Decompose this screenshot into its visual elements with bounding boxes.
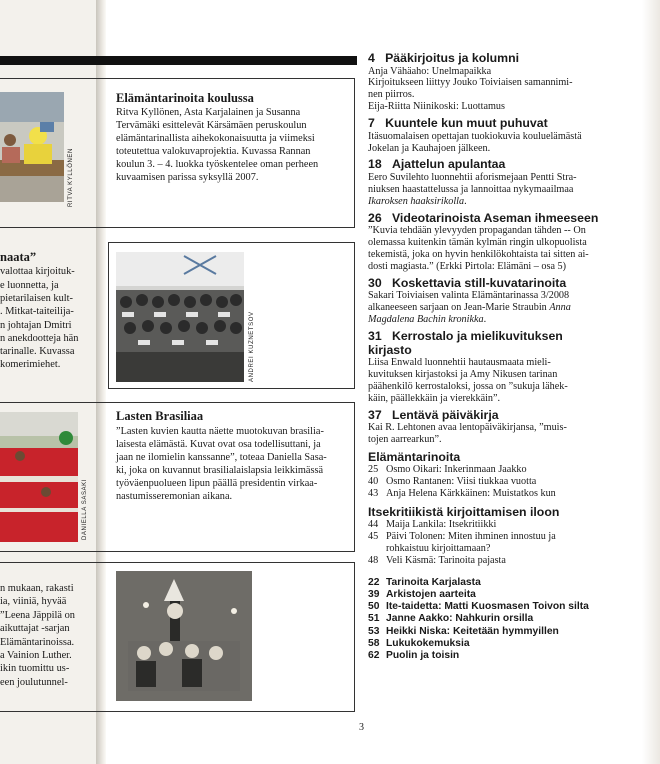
- facing-page-text-line: Elämäntarinoissa.: [0, 636, 75, 648]
- toc-entry-text: Tarinoita Karjalasta: [386, 576, 481, 588]
- bold-contents-list: [368, 577, 604, 663]
- toc-bold-entry[interactable]: [368, 613, 604, 625]
- toc-section-title: Lentävä päiväkirja: [391, 407, 499, 422]
- toc-section-title: Videotarinoista Aseman ihmeeseen: [391, 210, 599, 225]
- brasilia-photo-image: [0, 412, 78, 542]
- facing-page-text-line: aikuttajat -sarjan: [0, 623, 70, 635]
- facing-page-text-line: pietarilaisen kult-: [0, 292, 73, 304]
- toc-section-heading: [368, 117, 604, 131]
- toc-section[interactable]: [368, 330, 604, 405]
- toc-page-number: 25: [368, 463, 379, 475]
- toc-entry[interactable]: [368, 464, 604, 476]
- toc-section-summary: ”Kuvia tehdään ylevyyden propagandan tähden -- On olemassa kuitenkin tämän kylmän ringin ulkopuolista tekemistä, joka on hyvin henkilökohtaista tai sitten ai- dosti magiasta.” (Erkki Pirtola: Elämäni – osa 5): [368, 225, 589, 272]
- toc-section-title: Koskettavia still-kuvatarinoita: [391, 275, 567, 290]
- photo-credit-kuznetsov: ANDREI KUZNETSOV: [249, 311, 255, 382]
- facing-page-text-line: e luonnetta, ja: [0, 279, 59, 291]
- toc-bold-entry[interactable]: [368, 601, 604, 613]
- toc-entry-text: Lukukokemuksia: [386, 638, 470, 649]
- toc-section-summary: Liisa Enwald luonnehtii hautausmaata mieli- kuvituksen kirjastoksi ja Amy Nikusen tarinan päähenkilö kerrostaloksi, jossa on ”sukuja lähek- käin, päällekkäin ja vierekkäin”.: [368, 357, 568, 404]
- toc-bold-entry[interactable]: [368, 589, 604, 601]
- toc-section-heading: [368, 409, 604, 423]
- toc-page-number: 4: [368, 51, 375, 65]
- toc-section-list: [368, 52, 604, 446]
- toc-page-number: 26: [368, 210, 382, 225]
- toc-entry-text: Osmo Rantanen: Viisi tiukkaa vuotta: [386, 475, 537, 487]
- toc-entry[interactable]: [368, 488, 604, 500]
- toc-page-number: 44: [368, 519, 379, 531]
- toc-page-number: 51: [368, 613, 380, 625]
- toc-section-summary: Eero Suvilehto luonnehtii aforismejaan Pentti Stra- niuksen haastattelussa ja lannoittaa nykymaailmaa Ikaroksen haaksirikolla.: [368, 171, 577, 207]
- article-body-brasilia: [116, 425, 345, 504]
- article-body-line: koulun 3. – 4. luokka työskentelee oman perheen: [116, 159, 319, 171]
- toc-entry-text: Janne Aakko: Nahkurin orsilla: [386, 613, 534, 625]
- toc-section[interactable]: [368, 158, 604, 207]
- facing-page-text-line: een joulutunnel-: [0, 676, 68, 688]
- toc-bold-entry[interactable]: [368, 638, 604, 650]
- toc-section[interactable]: [368, 409, 604, 446]
- brasilia-photo: [0, 412, 78, 542]
- choir-photo: [116, 252, 244, 382]
- toc-section-summary: Kai R. Lehtonen avaa lentopäiväkirjansa, ”muis- tojen aarrearkun”.: [368, 422, 567, 446]
- toc-page-number: 53: [368, 625, 380, 637]
- facing-page-text-line: komerimiehet.: [0, 359, 61, 371]
- toc-page-number: 40: [368, 475, 379, 487]
- toc-section-title: Kerrostalo ja mielikuvituksen kirjasto: [368, 329, 563, 357]
- toc-page-number: 31: [368, 329, 382, 343]
- toc-entry[interactable]: [368, 531, 604, 555]
- article-body-line: laisesta elämästä. Kuvat ovat osa todellisuttani, ja: [116, 439, 321, 451]
- toc-section[interactable]: [368, 52, 604, 113]
- toc-entry[interactable]: [368, 476, 604, 488]
- toc-entry-text: Arkistojen aarteita: [386, 588, 476, 600]
- toc-section-heading: [368, 330, 604, 357]
- article-title-koulussa: Elämäntarinoita koulussa: [116, 91, 254, 105]
- page-number: 3: [359, 722, 364, 733]
- toc-entry[interactable]: [368, 519, 604, 531]
- toc-page-number: 37: [368, 407, 382, 422]
- facing-page-text-line: n anekdootteja hän: [0, 332, 79, 344]
- article-body-line: Tervämäki esittelevät Kärsämäen peruskoulun: [116, 120, 307, 132]
- facing-page-text-line: ikin tuomittu us-: [0, 663, 70, 675]
- toc-section-summary: Sakari Toiviaisen valinta Elämäntarinassa 3/2008 alkaneeseen sarjaan on Jean-Marie Straubin Anna Magdalena Bachin kronikka.: [368, 290, 571, 326]
- facing-page-text-line: n johtajan Dmitri: [0, 319, 72, 331]
- page-edge: [642, 0, 660, 764]
- article-body-line: jaan ne ilomielin kanssanne”, toteaa Daniella Sasa-: [116, 452, 327, 464]
- toc-page-number: 39: [368, 588, 380, 600]
- article-body-line: elämäntarinallista aihekokonaisuutta ja viimeksi: [116, 133, 315, 145]
- facing-page-text-line: n mukaan, rakasti: [0, 583, 74, 594]
- facing-page-text-line: a Vainion Luther.: [0, 650, 72, 661]
- toc-page-number: 18: [368, 157, 382, 172]
- toc-page-number: 62: [368, 650, 380, 662]
- group-heading-itsekritiikki: Itsekritiikistä kirjoittamisen iloon: [368, 505, 560, 520]
- toc-section-heading: [368, 158, 604, 172]
- header-bar: [0, 56, 357, 65]
- toc-entry-text: Heikki Niska: Keitetään hymmyillen: [386, 625, 559, 637]
- toc-page-number: 45: [368, 531, 379, 543]
- article-body-line: nastumisseremonian aikana.: [116, 491, 233, 503]
- toc-page-number: 22: [368, 576, 380, 588]
- group-heading-elamantarinoita: Elämäntarinoita: [368, 449, 461, 464]
- toc-section-title: Ajattelun apulantaa: [391, 157, 506, 172]
- toc-page-number: 58: [368, 638, 380, 649]
- article-title-brasilia: Lasten Brasiliaa: [116, 409, 204, 423]
- luther-illustration: [116, 571, 252, 701]
- group-list-itsekritiikki: [368, 519, 604, 566]
- classroom-photo: [0, 92, 64, 202]
- toc-page-number: 7: [368, 116, 375, 131]
- toc-section-title: Kuuntele kun muut puhuvat: [385, 116, 548, 131]
- toc-page-number: 48: [368, 554, 379, 566]
- toc-section-heading: [368, 212, 604, 226]
- toc-page-number: 30: [368, 275, 382, 290]
- facing-page-text-line: tarinalle. Kuvassa: [0, 346, 75, 358]
- article-body-line: ”Lasten kuvien kautta näette muotokuvan brasilia-: [116, 426, 324, 437]
- group-list-elamantarinoita: [368, 464, 604, 499]
- toc-entry-text: Osmo Oikari: Inkerinmaan Jaakko: [386, 463, 527, 475]
- article-body-line: työväenpuolueen lipun päällä presidentin virkaa-: [116, 478, 318, 490]
- toc-section[interactable]: [368, 277, 604, 326]
- toc-section-summary: Anja Vähäaho: Unelmapaikka Kirjoitukseen liittyy Jouko Toiviaisen samannimi- nen piirros. Eija-Riitta Niinikoski: Luottamus: [368, 65, 573, 113]
- toc-entry[interactable]: [368, 555, 604, 567]
- article-body-line: kuvaamisen parissa syksyllä 2007.: [116, 172, 259, 184]
- facing-page-text-line: ”Leena Jäppilä on: [0, 609, 76, 621]
- classroom-photo-image: [0, 92, 64, 202]
- article-body-line: Ritva Kyllönen, Asta Karjalainen ja Susanna: [116, 107, 301, 118]
- toc-section-heading: [368, 277, 604, 291]
- toc-section[interactable]: [368, 212, 604, 273]
- photo-credit-sasaki: DANIELLA SASAKI: [82, 478, 88, 540]
- article-body-koulussa: [116, 106, 345, 185]
- toc-bold-entry[interactable]: [368, 577, 604, 589]
- facing-page-text-line: naata”: [0, 250, 37, 264]
- toc-section-summary: Itäsuomalaisen opettajan tuokiokuvia kouluelämästä Jokelan ja Kauhajoen jälkeen.: [368, 130, 582, 154]
- toc-section-heading: [368, 52, 604, 66]
- toc-entry-text: Päivi Tolonen: Miten ihminen innostuu ja rohkaistuu kirjoittamaan?: [386, 531, 556, 554]
- luther-illustration-image: [116, 571, 252, 701]
- toc-page-number: 50: [368, 601, 380, 613]
- toc-entry-text: Maija Lankila: Itsekritiikki: [386, 519, 497, 531]
- toc-section[interactable]: [368, 117, 604, 154]
- facing-page-text-line: . Mitkat-taiteilija-: [0, 306, 74, 318]
- facing-page-text-line: ia, viiniä, hyvää: [0, 596, 67, 608]
- toc-section-title: Pääkirjoitus ja kolumni: [385, 51, 520, 65]
- article-body-line: ki, joka on kuvannut brasilialaislapsia leikkimässä: [116, 465, 324, 477]
- article-body-line: toteutettua valokuvaprojektia. Kuvassa Rannan: [116, 146, 311, 158]
- toc-page-number: 43: [368, 487, 379, 499]
- toc-entry-text: Veli Käsmä: Tarinoita pajasta: [386, 554, 506, 566]
- toc-entry-text: Ite-taidetta: Matti Kuosmasen Toivon silta: [386, 601, 589, 613]
- toc-entry-text: Puolin ja toisin: [386, 650, 460, 662]
- toc-entry-text: Anja Helena Kärkkäinen: Muistatkos kun: [386, 487, 556, 499]
- toc-bold-entry[interactable]: [368, 626, 604, 638]
- choir-photo-image: [116, 252, 244, 382]
- toc-bold-entry[interactable]: [368, 650, 604, 662]
- photo-credit-kyllonen: RITVA KYLLÖNEN: [68, 148, 74, 207]
- table-of-contents: [368, 52, 604, 663]
- facing-page-text-line: valottaa kirjoituk-: [0, 266, 75, 278]
